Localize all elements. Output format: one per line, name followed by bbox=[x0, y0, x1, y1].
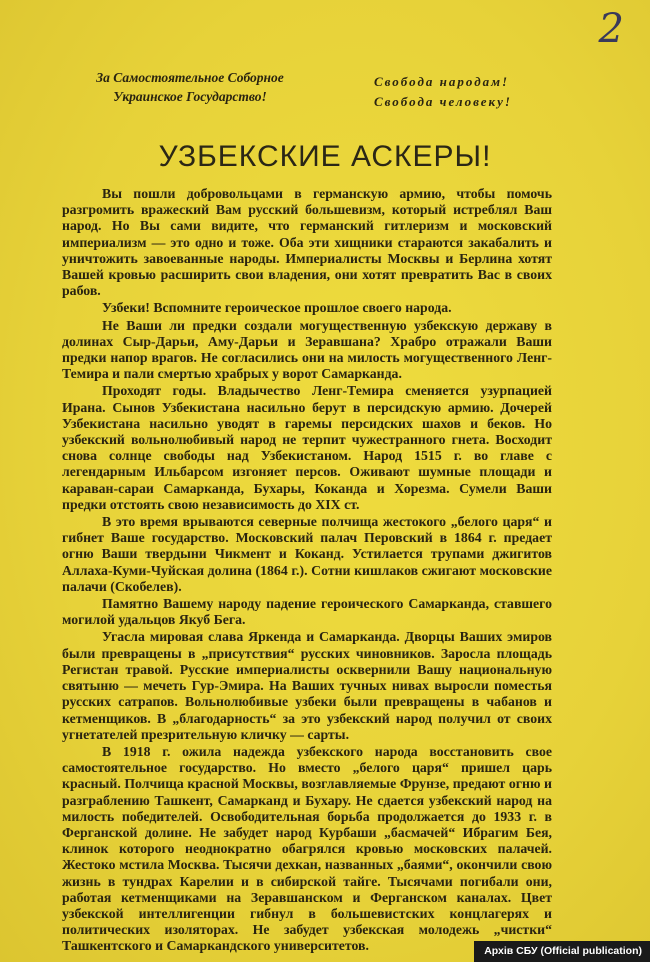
source-credit: Архів СБУ (Official publication) bbox=[474, 941, 650, 962]
header-right-line1: Свобода народам! bbox=[374, 74, 510, 89]
page-title: УЗБЕКСКИЕ АСКЕРЫ! bbox=[158, 140, 492, 173]
paragraph: В 1918 г. ожила надежда узбекского народа восстановить свое самостоятельное государство. Но вместо „белого царя“ пришел царь красный. Полчища красной Москвы, возглавляемые Фрунзе, предают огню и разграблению Ташкент, Самарканд и Бухару. Не сдается узбекский народ на милость победителей. Освободительная борьба продолжается до 1933 г. в Ферганской долине. Не забудет народ Курбаши „басмачей“ Ибрагим Бея, клинок которого неоднократно обагрялся кровью московских палачей. Жестоко мстила Москва. Тысячи дехкан, названных „баями“, окончили свою жизнь в тундрах Карелии и в сибирской тайге. Тысячами погибали они, работая кетменщиками на Зеравшанском и Ферганском каналах. Цвет узбекской интеллигенции гибнул в большевистских концлагерях и политических изоляторах. Не забудет узбекская молодежь „чистки“ Ташкентского и Самаркандского университетов. bbox=[62, 743, 552, 954]
paragraph: В это время врываются северные полчища жестокого „белого царя“ и гибнет Ваше государство. Московский палач Перовский в 1864 г. предает огню Ваши твердыни Чикмент и Коканд. Устилается трупами джигитов Аллаха-Куми-Чуйская долина (1864 г.). Сотни кишлаков сжигают московские палачи (Скобелев). bbox=[62, 514, 552, 594]
paragraph: Не Ваши ли предки создали могущественную узбекскую державу в долинах Сыр-Дарьи, Аму-Дарьи и Зеравшана? Храбро отражали Ваши предки напор врагов. Не согласились они на милость могущественного Ленг-Темира и пали смертью храбрых у ворот Самарканда. bbox=[62, 317, 552, 382]
header-slogan-left bbox=[70, 68, 310, 106]
paragraph: Памятно Вашему народу падение героического Самарканда, ставшего могилой удальцов Якуб Бега. bbox=[62, 596, 552, 628]
header-left-line2: Украинское Государство! bbox=[113, 89, 267, 104]
header-slogan-right bbox=[374, 72, 604, 112]
paragraph: Узбеки! Вспомните героическое прошлое своего народа. bbox=[102, 300, 452, 316]
leaflet-body bbox=[62, 186, 552, 956]
paragraph: Вы пошли добровольцами в германскую армию, чтобы помочь разгромить вражеский Вам русский большевизм, который истреблял Ваш народ. Но Вы сами видите, что германский гитлеризм и московский империализм — это одно и тоже. Оба эти хищники стараются закабалить и уничтожить завоеванные народы. Империалисты Москвы и Берлина хотят Вашей кровью расширить свои владения, они хотят превратить Вас в своих рабов. bbox=[62, 186, 552, 299]
paragraph: Угасла мировая слава Яркенда и Самарканда. Дворцы Ваших эмиров были превращены в „присутствия“ русских чиновников. Заросла площадь Регистан травой. Русские империалисты осквернили Вашу национальную святыню — мечеть Гур-Эмира. На Ваших тучных нивах выросли поместья русских сатрапов. Вольнолюбивые узбеки были превращены в чабанов и кетменщиков. В „благодарность“ за это узбекский народ получил от своих угнетателей презрительную кличку — сарты. bbox=[62, 629, 552, 742]
header-right-line2: Свобода человеку! bbox=[374, 94, 512, 109]
paragraph: Проходят годы. Владычество Ленг-Темира сменяется узурпацией Ирана. Сынов Узбекистана насильно берут в персидскую армию. Дочерей Узбекистана насильно уводят в гаремы персидских шахов и беков. Но узбекский вольнолюбивый народ не терпит чужестранного гнета. Восходит снова солнце свободы над Узбекистаном. Народ 1515 г. во главе с легендарным Ильбарсом изгоняет персов. Оживают шумные площади и караван-сараи Самарканда, Бухары, Коканда и Хорезма. Сумели Ваши предки отстоять свою независимость до XIX ст. bbox=[62, 383, 552, 512]
handwritten-page-number: 2 bbox=[598, 6, 624, 52]
header-left-line1: За Самостоятельное Соборное bbox=[96, 70, 284, 85]
